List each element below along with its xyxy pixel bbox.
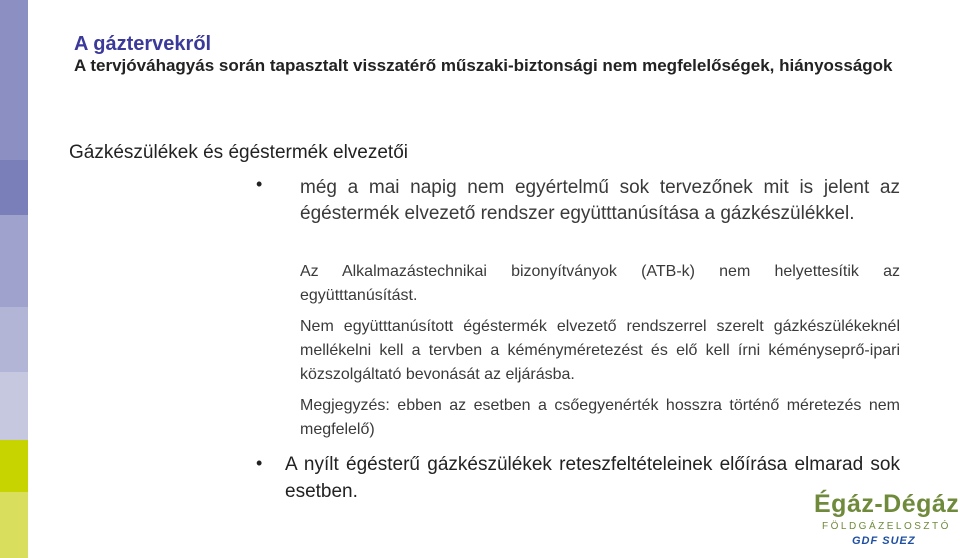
strip-segment xyxy=(0,307,28,372)
sub-paragraph: Az Alkalmazástechnikai bizonyítványok (ATB-k) nem helyettesítik az együtttanúsítást. xyxy=(300,263,900,304)
slide-title: A gáztervekről xyxy=(74,33,212,55)
bullet-marker: • xyxy=(256,453,263,473)
sub-paragraph: Nem együtttanúsított égéstermék elvezető rendszerrel szerelt gázkészülékeknél mellékelni kell a tervben a kéményméretezést és elő kell írni kéményseprő-ipari közszolgáltató bevonását az eljárásba. xyxy=(300,318,900,383)
strip-segment xyxy=(0,160,28,215)
strip-segment xyxy=(0,0,28,160)
strip-segment xyxy=(0,440,28,492)
left-decorative-strip xyxy=(0,0,28,558)
logo-tagline: FÖLDGÁZELOSZTÓ xyxy=(822,521,951,532)
logo-parent-brand: GDF SUEZ xyxy=(852,535,916,547)
strip-segment xyxy=(0,372,28,440)
bullet-text: A nyílt égésterű gázkészülékek reteszfeltételeinek előírása elmarad sok esetben. xyxy=(285,454,900,502)
company-logo xyxy=(814,490,960,547)
bullet-marker: • xyxy=(256,174,263,194)
note-paragraph: Megjegyzés: ebben az esetben a csőegyenérték hosszra történő méretezés nem megfelelő) xyxy=(300,397,900,438)
strip-segment xyxy=(0,215,28,307)
logo-wordmark: Égáz-Dégáz xyxy=(814,490,960,518)
slide-subtitle: A tervjóváhagyás során tapasztalt visszatérő műszaki-biztonsági nem megfelelőségek, hiányosságok xyxy=(74,56,893,75)
bullet-text: még a mai napig nem egyértelmű sok tervezőnek mit is jelent az égéstermék elvezető rendszer együtttanúsítása a gázkészülékkel. xyxy=(300,177,900,224)
strip-segment xyxy=(0,492,28,558)
section-heading: Gázkészülékek és égéstermék elvezetői xyxy=(69,142,408,163)
